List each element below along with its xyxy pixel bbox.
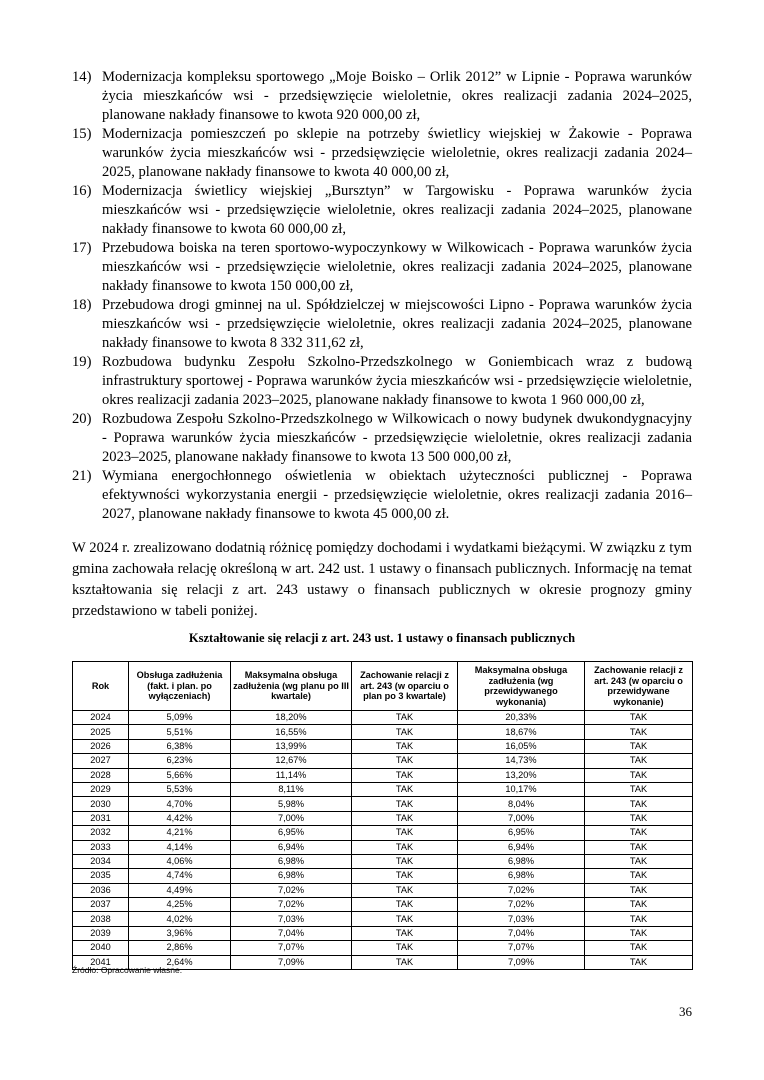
summary-paragraph: W 2024 r. zrealizowano dodatnią różnicę pomiędzy dochodami i wydatkami bieżącymi. W związku z tym gmina zachowała relację określoną w art. 242 ust. 1 ustawy o finansach publicznych. Informację na temat kształtowania się relacji z art. 243 ustawy o finansach publicznych w okresie prognozy gminy przedstawiono w tabeli poniżej. <box>72 540 692 619</box>
table-cell: TAK <box>352 912 458 926</box>
table-cell: 4,74% <box>129 869 231 883</box>
list-item-number: 20) <box>72 411 92 427</box>
table-cell: 7,00% <box>458 811 585 825</box>
table-cell: 3,96% <box>129 926 231 940</box>
table-cell: 2027 <box>73 754 129 768</box>
table-cell: 6,98% <box>231 869 352 883</box>
table-cell: TAK <box>585 811 693 825</box>
table-cell: 4,25% <box>129 898 231 912</box>
table-row <box>73 840 693 854</box>
table-cell: TAK <box>352 811 458 825</box>
table-cell: TAK <box>352 898 458 912</box>
table-cell: 2038 <box>73 912 129 926</box>
table-row <box>73 926 693 940</box>
table-row <box>73 898 693 912</box>
table-cell: TAK <box>585 826 693 840</box>
table-row <box>73 811 693 825</box>
table-row <box>73 754 693 768</box>
table-cell: 13,20% <box>458 768 585 782</box>
header-year: Rok <box>73 662 129 711</box>
table-cell: 2,64% <box>129 955 231 969</box>
list-item <box>72 125 692 182</box>
table-cell: 18,20% <box>231 711 352 725</box>
table-caption: Kształtowanie się relacji z art. 243 ust. 1 ustawy o finansach publicznych <box>188 631 576 645</box>
table-cell: 4,02% <box>129 912 231 926</box>
list-item-text: Rozbudowa budynku Zespołu Szkolno-Przedszkolnego w Goniembicach wraz z budową infrastruktury sportowej - Poprawa warunków życia mieszkańców wsi - przedsięwzięcie wieloletnie, okres realizacji zadania 2023–2025, planowane nakłady finansowe to kwota 1 960 000,00 zł, <box>102 354 692 408</box>
table-cell: TAK <box>352 955 458 969</box>
list-item-text: Rozbudowa Zespołu Szkolno-Przedszkolnego w Wilkowicach o nowy budynek dwukondygnacyjny - Poprawa warunków życia mieszkańców - przedsięwzięcie wieloletnie, okres realizacji zadania 2023–2025, planowane nakłady finansowe to kwota 13 500 000,00 zł, <box>102 411 692 465</box>
table-cell: TAK <box>585 854 693 868</box>
list-item <box>72 467 692 524</box>
table-cell: TAK <box>352 739 458 753</box>
list-item <box>72 182 692 239</box>
table-cell: 14,73% <box>458 754 585 768</box>
table-cell: TAK <box>585 840 693 854</box>
table-cell: TAK <box>585 739 693 753</box>
table-cell: 6,94% <box>231 840 352 854</box>
table-cell: TAK <box>585 941 693 955</box>
table-cell: TAK <box>585 711 693 725</box>
list-item-number: 18) <box>72 297 92 313</box>
table-cell: 16,55% <box>231 725 352 739</box>
table-cell: TAK <box>352 725 458 739</box>
table-cell: 5,09% <box>129 711 231 725</box>
table-cell: 12,67% <box>231 754 352 768</box>
table-cell: 7,03% <box>458 912 585 926</box>
table-cell: 4,06% <box>129 854 231 868</box>
table-cell: 7,04% <box>231 926 352 940</box>
table-row <box>73 739 693 753</box>
table-cell: 6,38% <box>129 739 231 753</box>
table-cell: 2041 <box>73 955 129 969</box>
table-cell: 2032 <box>73 826 129 840</box>
table-cell: 10,17% <box>458 782 585 796</box>
list-item <box>72 296 692 353</box>
table-cell: TAK <box>352 797 458 811</box>
table-row <box>73 941 693 955</box>
table-cell: 6,98% <box>231 854 352 868</box>
table-row <box>73 711 693 725</box>
table-cell: TAK <box>352 926 458 940</box>
table-cell: 6,95% <box>231 826 352 840</box>
table-cell: 8,11% <box>231 782 352 796</box>
table-cell: 4,42% <box>129 811 231 825</box>
table-body <box>73 711 693 970</box>
header-debt-service: Obsługa zadłużenia (fakt. i plan. po wyłączeniach) <box>129 662 231 711</box>
table-cell: 11,14% <box>231 768 352 782</box>
table-cell: 5,53% <box>129 782 231 796</box>
table-cell: 2036 <box>73 883 129 897</box>
table-cell: 2037 <box>73 898 129 912</box>
table-cell: TAK <box>585 782 693 796</box>
list-item <box>72 410 692 467</box>
table-cell: TAK <box>352 826 458 840</box>
table-cell: 6,23% <box>129 754 231 768</box>
list-item-number: 15) <box>72 126 92 142</box>
debt-relation-table <box>72 661 693 970</box>
table-cell: TAK <box>352 941 458 955</box>
table-cell: TAK <box>585 754 693 768</box>
table-cell: 2026 <box>73 739 129 753</box>
table-cell: 18,67% <box>458 725 585 739</box>
table-cell: 7,02% <box>231 883 352 897</box>
list-item-text: Modernizacja pomieszczeń po sklepie na potrzeby świetlicy wiejskiej w Żakowie - Poprawa warunków życia mieszkańców wsi - przedsięwzięcie wieloletnie, okres realizacji zadania 2024–2025, planowane nakłady finansowe to kwota 40 000,00 zł, <box>102 126 692 180</box>
list-item-text: Przebudowa drogi gminnej na ul. Spółdzielczej w miejscowości Lipno - Poprawa warunków życia mieszkańców wsi - przedsięwzięcie wieloletnie, okres realizacji zadania 2024–2025, planowane nakłady finansowe to kwota 8 332 311,62 zł, <box>102 297 692 351</box>
table-cell: 2034 <box>73 854 129 868</box>
table-cell: 7,09% <box>231 955 352 969</box>
list-item-text: Modernizacja kompleksu sportowego „Moje Boisko – Orlik 2012” w Lipnie - Poprawa warunków życia mieszkańców wsi - przedsięwzięcie wieloletnie, okres realizacji zadania 2024–2025, planowane nakłady finansowe to kwota 920 000,00 zł, <box>102 69 692 123</box>
header-relation-plan: Zachowanie relacji z art. 243 (w oparciu o plan po 3 kwartale) <box>352 662 458 711</box>
table-header-row <box>73 662 693 711</box>
table-cell: 5,51% <box>129 725 231 739</box>
investment-list <box>72 68 692 524</box>
table-row <box>73 782 693 796</box>
table-row <box>73 826 693 840</box>
table-cell: TAK <box>585 898 693 912</box>
header-max-debt-expected: Maksymalna obsługa zadłużenia (wg przewidywanego wykonania) <box>458 662 585 711</box>
table-cell: 2029 <box>73 782 129 796</box>
table-cell: 2028 <box>73 768 129 782</box>
table-cell: TAK <box>585 912 693 926</box>
table-cell: 7,00% <box>231 811 352 825</box>
table-cell: 7,07% <box>458 941 585 955</box>
header-relation-expected: Zachowanie relacji z art. 243 (w oparciu o przewidywane wykonanie) <box>585 662 693 711</box>
table-cell: TAK <box>585 869 693 883</box>
table-cell: 7,09% <box>458 955 585 969</box>
list-item <box>72 68 692 125</box>
table-cell: 6,98% <box>458 869 585 883</box>
table-cell: 7,02% <box>231 898 352 912</box>
table-cell: 5,98% <box>231 797 352 811</box>
list-item-text: Wymiana energochłonnego oświetlenia w obiektach użyteczności publicznej - Poprawa efektywności wykorzystania energii - przedsięwzięcie wieloletnie, okres realizacji zadania 2016–2027, planowane nakłady finansowe to kwota 45 000,00 zł. <box>102 468 692 522</box>
list-item-number: 19) <box>72 354 92 370</box>
table-cell: 8,04% <box>458 797 585 811</box>
table-cell: TAK <box>352 854 458 868</box>
table-cell: TAK <box>585 725 693 739</box>
table-row <box>73 854 693 868</box>
table-cell: 4,21% <box>129 826 231 840</box>
table-cell: TAK <box>352 754 458 768</box>
list-item-number: 21) <box>72 468 92 484</box>
table-cell: 7,04% <box>458 926 585 940</box>
header-max-debt-plan: Maksymalna obsługa zadłużenia (wg planu po III kwartale) <box>231 662 352 711</box>
list-item-number: 16) <box>72 183 92 199</box>
table-cell: 4,14% <box>129 840 231 854</box>
list-item <box>72 239 692 296</box>
table-cell: 20,33% <box>458 711 585 725</box>
list-item <box>72 353 692 410</box>
table-cell: TAK <box>585 955 693 969</box>
table-cell: 2031 <box>73 811 129 825</box>
table-cell: TAK <box>352 869 458 883</box>
table-cell: 6,94% <box>458 840 585 854</box>
table-cell: 2035 <box>73 869 129 883</box>
table-cell: TAK <box>585 926 693 940</box>
table-row <box>73 768 693 782</box>
table-cell: TAK <box>352 782 458 796</box>
table-source-note: Źródło: Opracowanie własne. <box>72 965 183 975</box>
table-cell: 4,49% <box>129 883 231 897</box>
list-item-text: Przebudowa boiska na teren sportowo-wypoczynkowy w Wilkowicach - Poprawa warunków życia mieszkańców wsi - przedsięwzięcie wieloletnie, okres realizacji zadania 2024–2025, planowane nakłady finansowe to kwota 150 000,00 zł, <box>102 240 692 294</box>
table-row <box>73 725 693 739</box>
list-item-number: 14) <box>72 69 92 85</box>
table-cell: 6,98% <box>458 854 585 868</box>
table-cell: 4,70% <box>129 797 231 811</box>
table-cell: 2,86% <box>129 941 231 955</box>
table-cell: TAK <box>352 711 458 725</box>
table-cell: 6,95% <box>458 826 585 840</box>
table-cell: 2024 <box>73 711 129 725</box>
table-cell: 7,02% <box>458 883 585 897</box>
table-cell: 2039 <box>73 926 129 940</box>
table-cell: 2025 <box>73 725 129 739</box>
table-cell: 2033 <box>73 840 129 854</box>
table-row <box>73 797 693 811</box>
table-cell: 7,03% <box>231 912 352 926</box>
table-cell: TAK <box>585 883 693 897</box>
page-number: 36 <box>679 1004 692 1019</box>
table-cell: TAK <box>352 883 458 897</box>
table-cell: TAK <box>352 768 458 782</box>
table-cell: 7,07% <box>231 941 352 955</box>
table-cell: 5,66% <box>129 768 231 782</box>
list-item-text: Modernizacja świetlicy wiejskiej „Bursztyn” w Targowisku - Poprawa warunków życia mieszkańców wsi - przedsięwzięcie wieloletnie, okres realizacji zadania 2024–2025, planowane nakłady finansowe to kwota 60 000,00 zł, <box>102 183 692 237</box>
table-row <box>73 912 693 926</box>
table-row <box>73 869 693 883</box>
table-cell: TAK <box>585 797 693 811</box>
table-cell: 2030 <box>73 797 129 811</box>
table-cell: 7,02% <box>458 898 585 912</box>
table-cell: 13,99% <box>231 739 352 753</box>
table-row <box>73 883 693 897</box>
table-cell: 16,05% <box>458 739 585 753</box>
list-item-number: 17) <box>72 240 92 256</box>
table-cell: 2040 <box>73 941 129 955</box>
table-cell: TAK <box>585 768 693 782</box>
table-cell: TAK <box>352 840 458 854</box>
